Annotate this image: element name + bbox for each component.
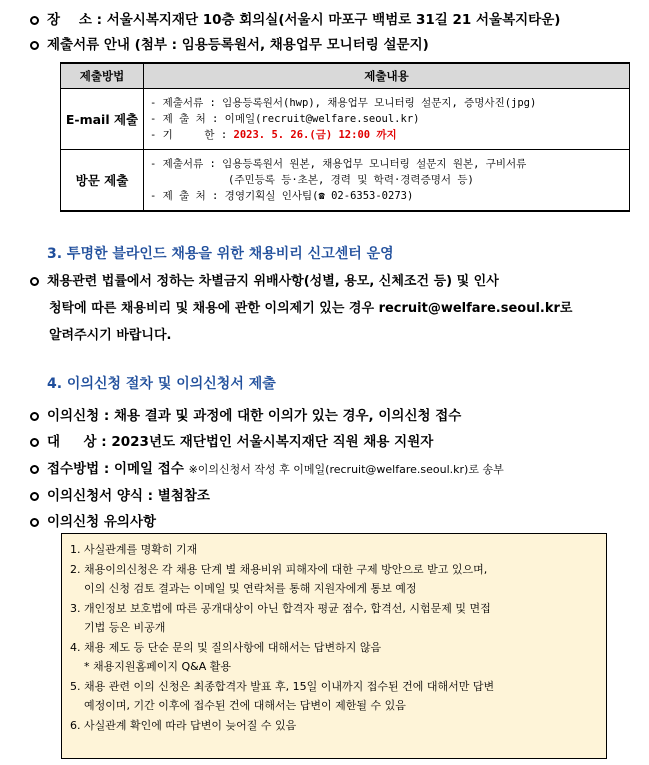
circle-bullet-icon <box>30 465 39 474</box>
circle-bullet-icon <box>30 518 39 527</box>
venue-line: 장 소 : 서울시복지재단 10층 회의실(서울시 마포구 백범로 31길 21 서울복지타운) <box>30 8 560 28</box>
caution-box <box>61 533 607 759</box>
circle-bullet-icon <box>30 16 39 25</box>
caution-item: 이의신청 유의사항 <box>30 510 156 530</box>
table-row <box>61 89 630 150</box>
method-visit: 방문 제출 <box>61 150 144 212</box>
list-item: 이의 신청 검토 결과는 이메일 및 연락처를 통해 지원자에게 통보 예정 <box>84 582 417 595</box>
list-item: 2. 채용이의신청은 각 채용 단계 별 채용비위 피해자에 대한 구제 방안으로 받고 있으며, <box>70 562 488 576</box>
docs-heading: 제출서류 안내 (첨부 : 임용등록원서, 채용업무 모니터링 설문지) <box>30 33 429 53</box>
table-header-row <box>61 63 630 89</box>
target-item: 대 상 : 2023년도 재단법인 서울시복지재단 직원 채용 지원자 <box>30 430 433 450</box>
submit-note: ※이의신청서 작성 후 이메일(recruit@welfare.seoul.kr)로 송부 <box>188 463 504 476</box>
content-visit: - 제출서류 : 임용등록원서 원본, 채용업무 모니터링 설문지 원본, 구비서류 (주민등록 등·초본, 경력 및 학력·경력증명서 등) - 제 출 처 : 경영기획실 인사팀(☎ 02-6353-0273) <box>144 150 630 212</box>
section3-paragraph: 채용관련 법률에서 정하는 차별금지 위배사항(성별, 용모, 신체조건 등) 및 인사 청탁에 따른 채용비리 및 채용에 관한 이의제기 있는 경우 recruit@welfare.seoul.kr로 알려주시기 바랍니다. <box>30 268 615 349</box>
method-email: E-mail 제출 <box>61 89 144 150</box>
list-item: * 채용지원홈페이지 Q&A 활용 <box>84 660 232 673</box>
submission-table <box>60 62 630 212</box>
objection-item: 이의신청 : 채용 결과 및 과정에 대한 이의가 있는 경우, 이의신청 접수 <box>30 404 461 424</box>
list-item: 1. 사실관계를 명확히 기재 <box>70 543 198 556</box>
method-item: 접수방법 : 이메일 접수 ※이의신청서 작성 후 이메일(recruit@welfare.seoul.kr)로 송부 <box>30 457 504 477</box>
circle-bullet-icon <box>30 41 39 50</box>
list-item: 기법 등은 비공개 <box>84 621 166 634</box>
table-row <box>61 150 630 212</box>
circle-bullet-icon <box>30 492 39 501</box>
list-item: 5. 채용 관련 이의 신청은 최종합격자 발표 후, 15일 이내까지 접수된 건에 대해서만 답변 <box>70 679 495 693</box>
header-content: 제출내용 <box>144 63 630 89</box>
list-item: 6. 사실관계 확인에 따라 답변이 늦어질 수 있음 <box>70 718 297 732</box>
deadline-label: - 기 한 : <box>150 129 234 141</box>
section4-title: 4. 이의신청 절차 및 이의신청서 제출 <box>47 376 276 392</box>
list-item: 3. 개인정보 보호법에 따른 공개대상이 아닌 합격자 평균 점수, 합격선, 시험문제 및 면접 <box>70 601 491 615</box>
circle-bullet-icon <box>30 412 39 421</box>
venue-value: 서울시복지재단 10층 회의실(서울시 마포구 백범로 31길 21 서울복지타운) <box>106 12 561 28</box>
form-item: 이의신청서 양식 : 별첨참조 <box>30 484 210 504</box>
venue-label: 장 소 <box>47 12 92 28</box>
section3-title: 3. 투명한 블라인드 채용을 위한 채용비리 신고센터 운영 <box>47 246 394 262</box>
header-method: 제출방법 <box>61 63 144 89</box>
circle-bullet-icon <box>30 277 39 286</box>
list-item: 4. 채용 제도 등 단순 문의 및 질의사항에 대해서는 답변하지 않음 <box>70 640 382 654</box>
deadline-value: 2023. 5. 26.(금) 12:00 까지 <box>233 129 397 141</box>
content-email: - 제출서류 : 임용등록원서(hwp), 채용업무 모니터링 설문지, 증명사진(jpg) - 제 출 처 : 이메일(recruit@welfare.seoul.kr) - 기 한 : 2023. 5. 26.(금) 12:00 까지 <box>144 89 630 150</box>
list-item: 예정이며, 기간 이후에 접수된 건에 대해서는 답변이 제한될 수 있음 <box>84 699 406 712</box>
circle-bullet-icon <box>30 438 39 447</box>
